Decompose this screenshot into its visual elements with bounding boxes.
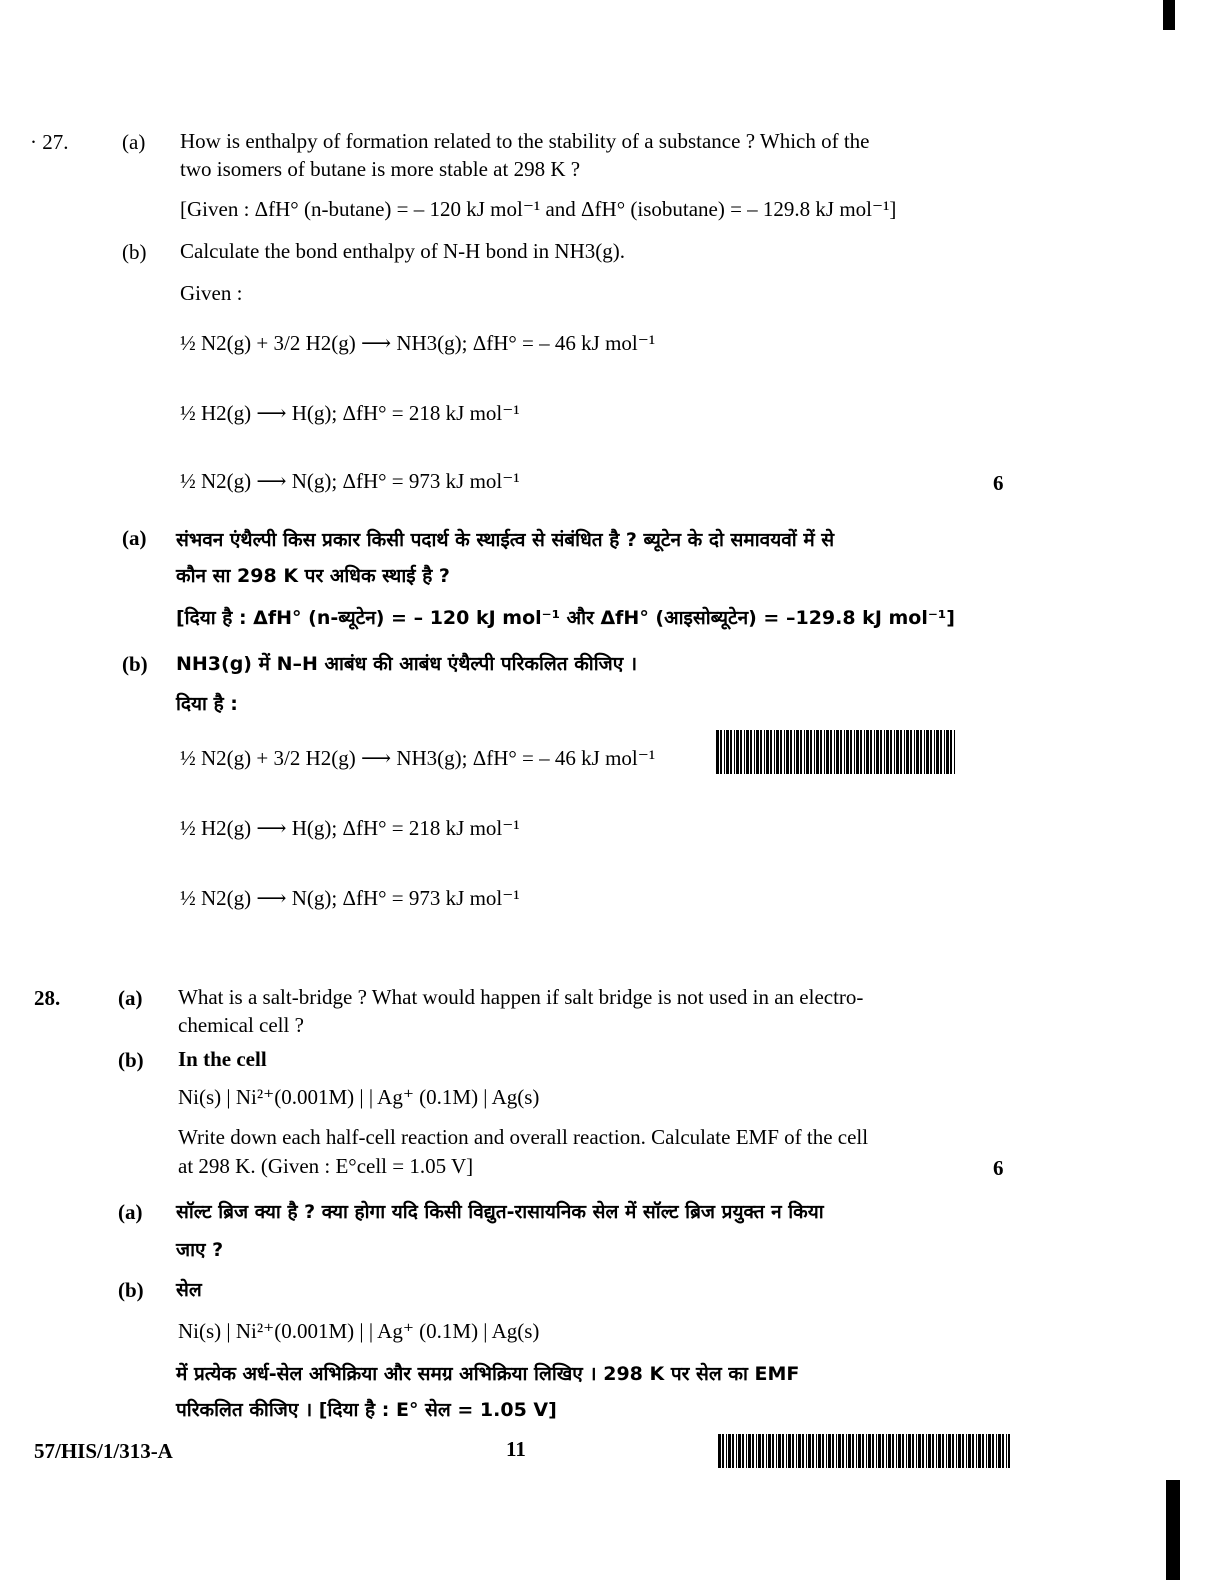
q27-part-a-given: [Given : ΔfH° (n-butane) = – 120 kJ mol⁻¹ and ΔfH° (isobutane) = – 129.8 kJ mol⁻¹] [180,197,897,221]
q28-part-b-text: In the cell [178,1047,267,1071]
q27-equation-1: ½ N2(g) + 3/2 H2(g) ⟶ NH3(g); ΔfH° = – 46 kJ mol⁻¹ [180,331,656,355]
q28-hindi-part-a-text: जाए ? [176,1239,224,1261]
barcode [716,730,956,774]
q28-part-b-text: at 298 K. (Given : E°cell = 1.05 V] [178,1154,474,1178]
q27-marks: 6 [993,471,1004,495]
q27-given-label: Given : [180,281,243,305]
q28-part-b-text: Write down each half-cell reaction and overall reaction. Calculate EMF of the cell [178,1125,869,1149]
q27-hindi-part-b-label: (b) [122,652,148,676]
paper-code: 57/HIS/1/313-A [34,1439,173,1463]
q27-hindi-part-b-text: NH3(g) में N–H आबंध की आबंध एंथैल्पी परिकलित कीजिए । [176,653,638,675]
q27-hindi-part-a-text: कौन सा 298 K पर अधिक स्थाई है ? [176,565,450,587]
question-27-number: · 27. [30,130,69,154]
page-number: 11 [506,1437,526,1461]
q28-hindi-part-a-label: (a) [118,1200,143,1224]
q27-part-b-text: Calculate the bond enthalpy of N-H bond in NH3(g). [180,239,625,263]
footer-barcode [718,1434,1010,1468]
q28-part-a-label: (a) [118,986,143,1010]
q28-part-b-label: (b) [118,1048,144,1072]
q27-hindi-equation-1: ½ N2(g) + 3/2 H2(g) ⟶ NH3(g); ΔfH° = – 46 kJ mol⁻¹ [180,746,656,770]
q27-part-a-text: two isomers of butane is more stable at 298 K ? [180,157,581,181]
q27-part-a-text: How is enthalpy of formation related to the stability of a substance ? Which of the [180,129,870,153]
q27-hindi-given-label: दिया है : [176,693,238,715]
q28-cell-notation: Ni(s) | Ni²⁺(0.001M) | | Ag⁺ (0.1M) | Ag(s) [178,1085,540,1109]
q28-hindi-cell-notation: Ni(s) | Ni²⁺(0.001M) | | Ag⁺ (0.1M) | Ag(s) [178,1319,540,1343]
q28-hindi-part-b-label: (b) [118,1278,144,1302]
q28-part-a-text: What is a salt-bridge ? What would happen if salt bridge is not used in an electro- [178,985,864,1009]
q28-hindi-part-b-text: परिकलित कीजिए । [दिया है : E° सेल = 1.05 V] [176,1399,557,1421]
q28-part-a-text: chemical cell ? [178,1013,304,1037]
q27-part-b-label: (b) [122,240,147,264]
scan-edge-strip [1166,1480,1180,1580]
q27-hindi-equation-2: ½ H2(g) ⟶ H(g); ΔfH° = 218 kJ mol⁻¹ [180,816,520,840]
question-28-number: 28. [34,986,61,1010]
q28-hindi-part-b-text: में प्रत्येक अर्ध-सेल अभिक्रिया और समग्र अभिक्रिया लिखिए । 298 K पर सेल का EMF [176,1363,800,1385]
q27-hindi-part-a-given: [दिया है : ΔfH° (n-ब्यूटेन) = – 120 kJ mol⁻¹ और ΔfH° (आइसोब्यूटेन) = –129.8 kJ mol⁻¹] [176,607,955,629]
q27-equation-2: ½ H2(g) ⟶ H(g); ΔfH° = 218 kJ mol⁻¹ [180,401,520,425]
q28-hindi-part-a-text: सॉल्ट ब्रिज क्या है ? क्या होगा यदि किसी विद्युत-रासायनिक सेल में सॉल्ट ब्रिज प्रयुक्त न किया [176,1201,824,1223]
q27-hindi-part-a-text: संभवन एंथैल्पी किस प्रकार किसी पदार्थ के स्थाईत्व से संबंधित है ? ब्यूटेन के दो समावयवों में से [176,529,835,551]
q27-hindi-part-a-label: (a) [122,526,147,550]
q28-marks: 6 [993,1156,1004,1180]
q28-hindi-part-b-text: सेल [176,1279,202,1301]
scan-edge-strip [1163,0,1175,30]
q27-hindi-equation-3: ½ N2(g) ⟶ N(g); ΔfH° = 973 kJ mol⁻¹ [180,886,520,910]
q27-part-a-label: (a) [122,130,146,154]
q27-equation-3: ½ N2(g) ⟶ N(g); ΔfH° = 973 kJ mol⁻¹ [180,469,520,493]
